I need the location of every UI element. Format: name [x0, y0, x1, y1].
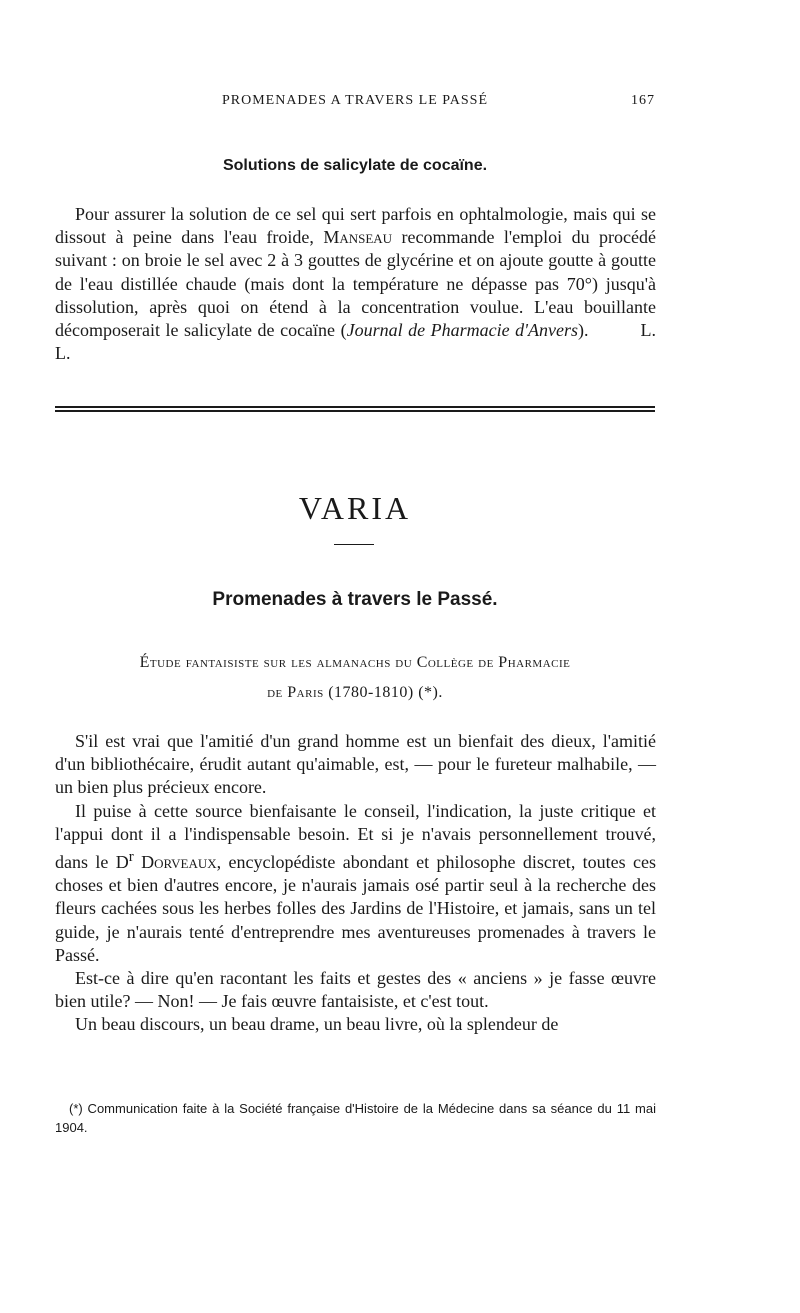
- person-name: Dorveaux: [141, 852, 217, 873]
- section-heading: Solutions de salicylate de cocaïne.: [222, 157, 488, 174]
- article-paragraph-2: [55, 800, 656, 967]
- salicylate-paragraph-block: [55, 203, 656, 365]
- journal-title: Journal de Pharmacie d'Anvers: [346, 320, 579, 341]
- short-rule: [334, 544, 374, 545]
- double-rule-divider: [55, 406, 655, 412]
- page-number: 167: [631, 93, 655, 108]
- salicylate-text-part1: Pour assurer la solution de ce sel qui sert parfois en ophtalmologie, mais qui se dissout à peine dans l'eau froide,: [55, 204, 656, 248]
- article-paragraph-3: Est-ce à dire qu'en racontant les faits et gestes des « anciens » je fasse œuvre bien utile? — Non! — Je fais œuvre fantaisiste, et c'est tout.: [55, 968, 656, 1012]
- running-head: [55, 93, 655, 113]
- doctor-superscript: r: [128, 849, 134, 866]
- salicylate-paragraph: [55, 203, 656, 365]
- article-subtitle: [55, 648, 655, 708]
- subtitle-line-2: de Paris (1780-1810) (*).: [267, 684, 443, 701]
- varia-title: VARIA: [298, 490, 412, 526]
- article-paragraph-1: S'il est vrai que l'amitié d'un grand homme est un bienfait des dieux, l'amitié d'un bibliothécaire, érudit autant qu'aimable, est, — pour le fureteur malhabile, — un bien plus précieux encore.: [55, 731, 656, 798]
- article-body: [55, 730, 656, 1037]
- subtitle-line-1: Étude fantaisiste sur les almanachs du Collège de Pharmacie: [139, 654, 571, 671]
- salicylate-text-part3: ).: [578, 320, 589, 341]
- author-name: Manseau: [323, 227, 393, 248]
- p2-text-part1: Il puise à cette source bienfaisante le conseil, l'indication, la juste critique et l'appui dont il a l'indispensable besoin. Et si je n'avais personnellement trouvé, dans le D: [55, 800, 656, 873]
- signature: L. L.: [55, 320, 657, 364]
- article-paragraph-4: Un beau discours, un beau drame, un beau livre, où la splendeur de: [75, 1014, 559, 1035]
- p2-text-part2: , encyclopédiste abondant et philosophe discret, toutes ces choses et bien d'autres encore, je n'aurais jamais osé partir seul à la recherche des fleurs cachées sous les herbes folles des Jardins de l'Histoire, et jamais, sans un tel guide, je n'aurais tenté d'entreprendre mes aventureuses promenades à travers le Passé.: [55, 852, 657, 965]
- salicylate-text-part2: recommande l'emploi du procédé suivant : on broie le sel avec 2 à 3 gouttes de glycérine et on ajoute goutte à goutte de l'eau distillée chaude (mais dont la température ne dépasse pas 70°) jusqu'à dissolution, après quoi on étend à la concentration voulue. L'eau bouillante décomposerait le salicylate de cocaïne (: [55, 227, 656, 341]
- article-title: Promenades à travers le Passé.: [212, 589, 498, 610]
- footnote: (*) Communication faite à la Société française d'Histoire de la Médecine dans sa séance du 11 mai 1904.: [55, 1101, 656, 1135]
- running-title: PROMENADES A TRAVERS LE PASSÉ: [221, 93, 489, 108]
